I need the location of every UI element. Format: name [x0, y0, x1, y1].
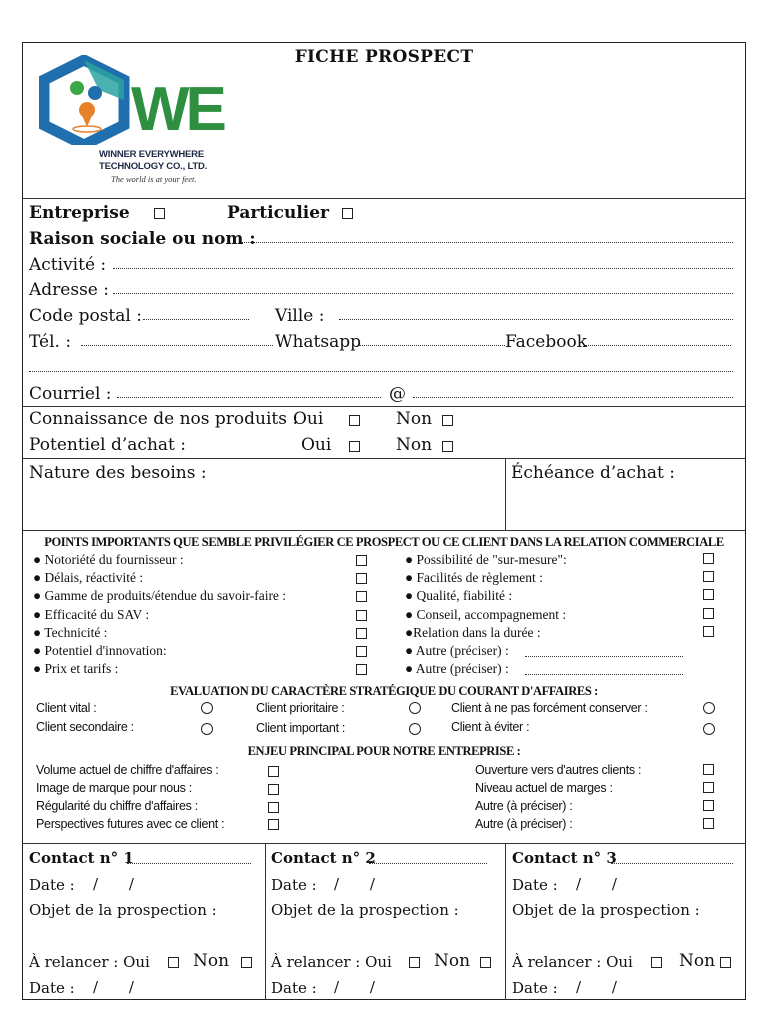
points-right-checkbox[interactable]	[703, 608, 714, 619]
contact-1-date-label: Date :	[29, 876, 75, 894]
contact-3-objet-label: Objet de la prospection :	[512, 901, 700, 919]
facebook-label: Facebook	[505, 332, 588, 352]
enjeu-left-item: Régularité du chiffre d'affaires :	[36, 799, 198, 813]
points-right-item: ● Possibilité de "sur-mesure":	[405, 552, 567, 567]
points-left-item: ● Potentiel d'innovation:	[33, 643, 167, 658]
whatsapp-label: Whatsapp	[275, 332, 362, 352]
potentiel-label: Potentiel d’achat :	[29, 435, 186, 455]
potentiel-non-checkbox[interactable]	[442, 441, 453, 452]
contact-3-relancer-non-label: Non	[679, 951, 716, 971]
eval-client-prioritaire-radio[interactable]	[409, 702, 421, 714]
points-left-item: ● Prix et tarifs :	[33, 661, 119, 676]
points-left-item: ● Délais, réactivité :	[33, 570, 144, 585]
enjeu-left-checkbox[interactable]	[268, 784, 279, 795]
enjeu-right-checkbox[interactable]	[703, 782, 714, 793]
whatsapp-field[interactable]	[359, 345, 505, 346]
contact-3-date-label: Date :	[512, 876, 558, 894]
divider	[265, 844, 266, 1000]
code-postal-field[interactable]	[143, 319, 249, 320]
eval-client-secondaire-radio[interactable]	[201, 723, 213, 735]
contact-1-relancer-non-checkbox[interactable]	[241, 957, 252, 968]
points-left-checkbox[interactable]	[356, 591, 367, 602]
eval-client-prioritaire-label: Client prioritaire :	[256, 701, 345, 715]
points-right-item: ● Facilités de règlement :	[405, 570, 543, 585]
eval-client-important-radio[interactable]	[409, 723, 421, 735]
enjeu-right-item: Ouverture vers d'autres clients :	[475, 763, 642, 777]
page-title: FICHE PROSPECT	[294, 47, 474, 67]
enjeu-right-checkbox[interactable]	[703, 800, 714, 811]
points-left-checkbox[interactable]	[356, 628, 367, 639]
points-right-checkbox[interactable]	[703, 626, 714, 637]
adresse-label: Adresse :	[29, 280, 109, 300]
contact-2-relancer-non-checkbox[interactable]	[480, 957, 491, 968]
courriel-label: Courriel :	[29, 384, 112, 404]
divider	[23, 406, 745, 407]
echeance-achat-label: Échéance d’achat :	[511, 463, 675, 483]
potentiel-oui-checkbox[interactable]	[349, 441, 360, 452]
eval-client-vital-label: Client vital :	[36, 701, 97, 715]
eval-client-ne-pas-conserver-radio[interactable]	[703, 702, 715, 714]
divider	[23, 198, 745, 199]
divider	[23, 458, 745, 459]
contact-2-relancer-label: À relancer : Oui	[271, 953, 392, 971]
divider	[505, 844, 506, 1000]
particulier-checkbox[interactable]	[342, 208, 353, 219]
eval-client-a-eviter-label: Client à éviter :	[451, 720, 530, 734]
connaissance-non-label: Non	[396, 409, 433, 429]
points-left-checkbox[interactable]	[356, 555, 367, 566]
extra-contact-field[interactable]	[29, 371, 733, 372]
contact-3-relancer-oui-checkbox[interactable]	[651, 957, 662, 968]
potentiel-oui-label: Oui	[301, 435, 332, 455]
points-left-item: ● Efficacité du SAV :	[33, 607, 150, 622]
company-tagline: The world is at your feet.	[111, 174, 197, 184]
points-right-checkbox[interactable]	[703, 571, 714, 582]
points-left-checkbox[interactable]	[356, 610, 367, 621]
eval-client-vital-radio[interactable]	[201, 702, 213, 714]
points-right-item: ●Relation dans la durée :	[405, 625, 541, 640]
enjeu-left-item: Perspectives futures avec ce client :	[36, 817, 225, 831]
contact-1-field[interactable]	[127, 863, 251, 864]
points-left-item: ● Technicité :	[33, 625, 108, 640]
eval-client-ne-pas-conserver-label: Client à ne pas forcément conserver :	[451, 701, 648, 715]
company-logo	[39, 55, 229, 190]
potentiel-non-label: Non	[396, 435, 433, 455]
contact-1-relancer-non-label: Non	[193, 951, 230, 971]
contact-3-date2-field[interactable]: / /	[576, 978, 617, 996]
contact-1-date2-label: Date :	[29, 979, 75, 997]
contact-1-label: Contact n° 1	[29, 849, 134, 867]
eval-client-secondaire-label: Client secondaire :	[36, 720, 134, 734]
points-right-item: ● Conseil, accompagnement :	[405, 607, 567, 622]
contact-3-date2-label: Date :	[512, 979, 558, 997]
ville-field[interactable]	[339, 319, 733, 320]
points-right-item: ● Autre (préciser) :	[405, 661, 509, 676]
points-left-item: ● Gamme de produits/étendue du savoir-faire :	[33, 588, 287, 603]
contact-2-date2-label: Date :	[271, 979, 317, 997]
enjeu-right-item: Niveau actuel de marges :	[475, 781, 613, 795]
courriel-domain-field[interactable]	[413, 397, 733, 398]
contact-2-date-field[interactable]: / /	[334, 875, 375, 893]
contact-2-objet-label: Objet de la prospection :	[271, 901, 459, 919]
raison-sociale-field[interactable]	[241, 242, 733, 243]
points-left-checkbox[interactable]	[356, 646, 367, 657]
autre-precision-field[interactable]	[525, 656, 683, 657]
facebook-field[interactable]	[585, 345, 731, 346]
contact-3-label: Contact n° 3	[512, 849, 617, 867]
points-right-checkbox[interactable]	[703, 553, 714, 564]
tel-label: Tél. :	[29, 332, 72, 352]
contact-1-relancer-oui-checkbox[interactable]	[168, 957, 179, 968]
points-left-checkbox[interactable]	[356, 573, 367, 584]
entreprise-checkbox[interactable]	[154, 208, 165, 219]
enjeu-right-checkbox[interactable]	[703, 764, 714, 775]
company-name-line1: WINNER EVERYWHERE	[99, 149, 204, 160]
tel-field[interactable]	[81, 345, 273, 346]
contact-1-relancer-label: À relancer : Oui	[29, 953, 150, 971]
enjeu-left-checkbox[interactable]	[268, 802, 279, 813]
contact-2-relancer-oui-checkbox[interactable]	[409, 957, 420, 968]
code-postal-label: Code postal :	[29, 306, 142, 326]
activite-label: Activité :	[29, 255, 107, 275]
contact-1-date-field[interactable]: / /	[93, 875, 134, 893]
enjeu-heading: ENJEU PRINCIPAL POUR NOTRE ENTREPRISE :	[247, 744, 521, 758]
contact-3-relancer-non-checkbox[interactable]	[720, 957, 731, 968]
contact-3-field[interactable]	[611, 863, 733, 864]
divider	[505, 459, 506, 530]
contact-2-label: Contact n° 2	[271, 849, 376, 867]
divider	[23, 530, 745, 531]
company-name-line2: TECHNOLOGY CO., LTD.	[99, 161, 208, 172]
logo-mark	[39, 55, 229, 145]
nature-besoins-label: Nature des besoins :	[29, 463, 207, 483]
enjeu-left-checkbox[interactable]	[268, 819, 279, 830]
prospect-form	[22, 42, 746, 1000]
divider	[23, 843, 745, 844]
points-right-checkbox[interactable]	[703, 589, 714, 600]
at-sign: @	[389, 384, 406, 404]
enjeu-right-item: Autre (à préciser) :	[475, 817, 573, 831]
ville-label: Ville :	[275, 306, 325, 326]
contact-1-objet-label: Objet de la prospection :	[29, 901, 217, 919]
eval-client-important-label: Client important :	[256, 721, 346, 735]
adresse-field[interactable]	[113, 293, 733, 294]
points-heading: POINTS IMPORTANTS QUE SEMBLE PRIVILÉGIER CE PROSPECT OU CE CLIENT DANS LA RELATION COMMERCIALE	[44, 535, 724, 549]
enjeu-right-checkbox[interactable]	[703, 818, 714, 829]
connaissance-oui-checkbox[interactable]	[349, 415, 360, 426]
contact-2-relancer-non-label: Non	[434, 951, 471, 971]
eval-client-a-eviter-radio[interactable]	[703, 723, 715, 735]
points-left-checkbox[interactable]	[356, 664, 367, 675]
enjeu-right-item: Autre (à préciser) :	[475, 799, 573, 813]
particulier-label: Particulier	[227, 203, 330, 223]
points-right-item: ● Qualité, fiabilité :	[405, 588, 513, 603]
contact-2-date2-field[interactable]: / /	[334, 978, 375, 996]
contact-1-date2-field[interactable]: / /	[93, 978, 134, 996]
points-left-item: ● Notoriété du fournisseur :	[33, 552, 184, 567]
autre-precision-field[interactable]	[525, 674, 683, 675]
contact-3-relancer-label: À relancer : Oui	[512, 953, 633, 971]
entreprise-label: Entreprise	[29, 203, 130, 223]
contact-3-date-field[interactable]: / /	[576, 875, 617, 893]
courriel-user-field[interactable]	[117, 397, 381, 398]
logo-letters: WE	[131, 75, 223, 144]
contact-2-date-label: Date :	[271, 876, 317, 894]
raison-sociale-label: Raison sociale ou nom :	[29, 229, 256, 249]
activite-field[interactable]	[113, 268, 733, 269]
enjeu-left-checkbox[interactable]	[268, 766, 279, 777]
enjeu-left-item: Volume actuel de chiffre d'affaires :	[36, 763, 219, 777]
enjeu-left-item: Image de marque pour nous :	[36, 781, 192, 795]
connaissance-non-checkbox[interactable]	[442, 415, 453, 426]
connaissance-oui-label: Oui	[293, 409, 324, 429]
points-right-item: ● Autre (préciser) :	[405, 643, 509, 658]
connaissance-label: Connaissance de nos produits :	[29, 409, 299, 429]
evaluation-heading: EVALUATION DU CARACTÈRE STRATÉGIQUE DU COURANT D'AFFAIRES :	[170, 684, 598, 698]
contact-2-field[interactable]	[369, 863, 487, 864]
